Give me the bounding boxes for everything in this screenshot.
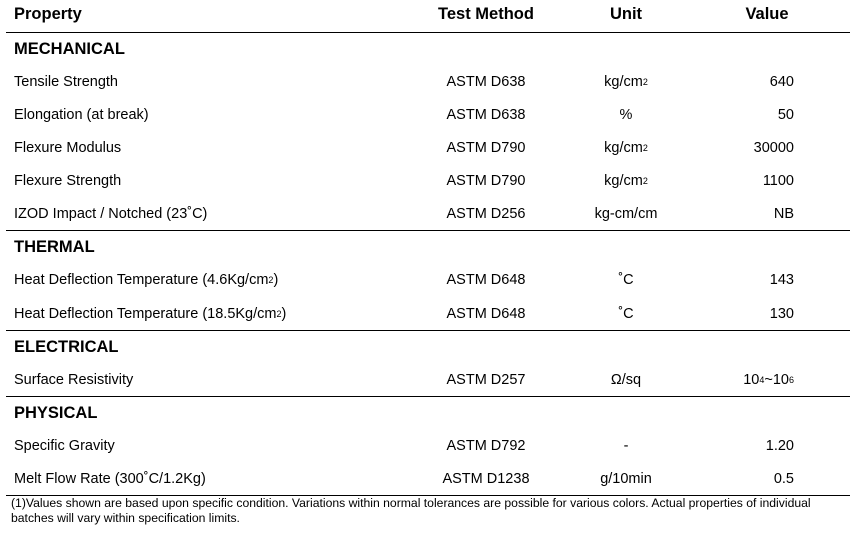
value: 1.20: [765, 437, 794, 454]
property-name: Flexure Strength: [14, 172, 122, 189]
property-name: Heat Deflection Temperature (4.6Kg/cm 2 ): [14, 271, 279, 288]
table-header: [0, 0, 857, 31]
value: 143: [769, 271, 794, 288]
property-name: Flexure Modulus: [14, 139, 122, 156]
section-electrical: [0, 331, 857, 364]
table-row: [0, 197, 857, 230]
property-name: Heat Deflection Temperature (18.5Kg/cm 2 ): [14, 305, 287, 322]
table-row: [0, 462, 857, 495]
value: 50: [777, 106, 794, 123]
test-method: ASTM D257: [446, 371, 526, 388]
value: 0.5: [773, 470, 794, 487]
property-name: Elongation (at break): [14, 106, 149, 123]
unit: g/10min: [600, 470, 652, 487]
value-mid: ~10: [764, 371, 789, 388]
test-method: ASTM D638: [446, 73, 526, 90]
unit: Ω/sq: [610, 371, 642, 388]
unit: kg/cm 2: [604, 73, 648, 90]
unit: ˚C: [618, 271, 634, 288]
property-end: ): [281, 305, 287, 322]
section-title: MECHANICAL: [14, 40, 125, 58]
property-name: IZOD Impact / Notched (23˚C): [14, 205, 208, 222]
property-name: Surface Resistivity: [14, 371, 134, 388]
table-row: [0, 164, 857, 197]
table-row: [0, 131, 857, 164]
table-row: [0, 429, 857, 462]
table-row: [0, 65, 857, 98]
table-row: [0, 363, 857, 396]
test-method: ASTM D790: [446, 172, 526, 189]
table-row: [0, 297, 857, 330]
value: 10 4 ~10 6: [743, 371, 794, 388]
unit-base: kg/cm: [604, 73, 643, 90]
value-base: 10: [743, 371, 760, 388]
test-method: ASTM D790: [446, 139, 526, 156]
section-thermal: [0, 231, 857, 264]
value: 1100: [762, 172, 794, 189]
value: 30000: [753, 139, 794, 156]
section-mechanical: [0, 33, 857, 66]
property-base: Heat Deflection Temperature (18.5Kg/cm: [14, 305, 277, 322]
section-title: PHYSICAL: [14, 404, 98, 422]
property-base: Heat Deflection Temperature (4.6Kg/cm: [14, 271, 269, 288]
header-unit: Unit: [609, 5, 643, 23]
header-test-method: Test Method: [438, 5, 534, 23]
header-property: Property: [14, 5, 82, 23]
property-end: ): [273, 271, 279, 288]
header-value: Value: [745, 5, 789, 23]
property-name: Tensile Strength: [14, 73, 118, 90]
unit-base: kg/cm: [604, 172, 643, 189]
footnote: (1)Values shown are based upon specific condition. Variations within normal tolerances are possible for various colors. Actual properties of individual batches will vary within specification limits.: [11, 496, 811, 525]
test-method: ASTM D792: [446, 437, 526, 454]
test-method: ASTM D648: [446, 271, 526, 288]
unit: -: [623, 437, 629, 454]
unit: kg-cm/cm: [594, 205, 658, 222]
table-row: [0, 263, 857, 296]
test-method: ASTM D256: [446, 205, 526, 222]
table-row: [0, 98, 857, 131]
section-title: ELECTRICAL: [14, 338, 119, 356]
unit-base: kg/cm: [604, 139, 643, 156]
section-title: THERMAL: [14, 238, 95, 256]
section-physical: [0, 397, 857, 430]
value: NB: [773, 205, 794, 222]
unit: ˚C: [618, 305, 634, 322]
unit: kg/cm 2: [604, 172, 648, 189]
property-name: Specific Gravity: [14, 437, 115, 454]
test-method: ASTM D638: [446, 106, 526, 123]
unit: kg/cm 2: [604, 139, 648, 156]
test-method: ASTM D1238: [442, 470, 530, 487]
test-method: ASTM D648: [446, 305, 526, 322]
property-name: Melt Flow Rate (300˚C/1.2Kg): [14, 470, 206, 487]
value: 640: [769, 73, 794, 90]
unit: %: [619, 106, 633, 123]
value: 130: [769, 305, 794, 322]
